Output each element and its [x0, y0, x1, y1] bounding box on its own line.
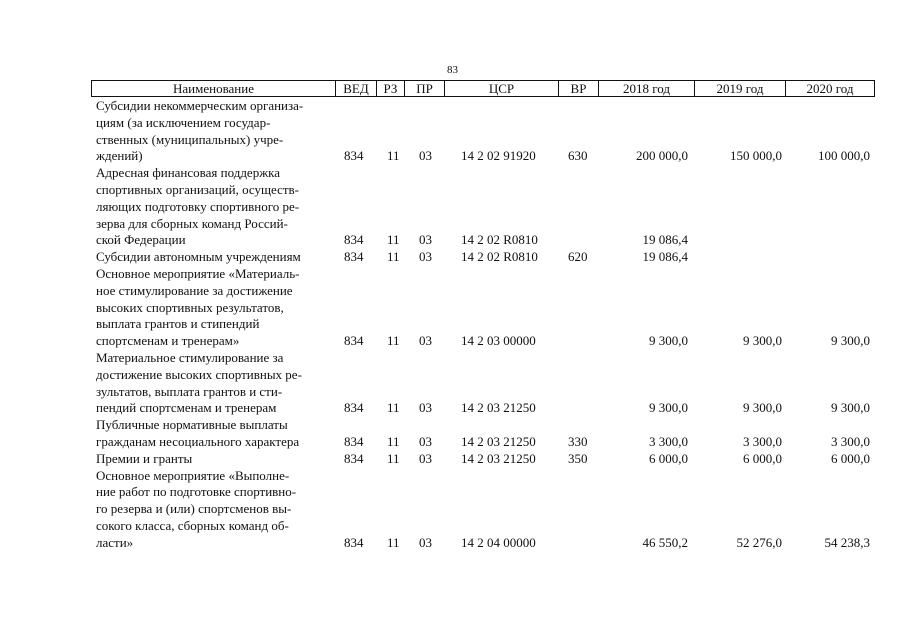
row-name-line: Премии и гранты	[96, 450, 193, 466]
row-name-line: ласти»	[96, 534, 134, 550]
header-name: Наименование	[173, 81, 254, 96]
row-name-line: ное стимулирование за достижение	[96, 282, 293, 298]
cell-y2020: 54 238,3	[824, 534, 870, 550]
cell-rz: 11	[387, 232, 400, 248]
cell-pr: 03	[419, 433, 432, 449]
cell-ved: 834	[344, 433, 364, 449]
cell-ved: 834	[344, 249, 364, 265]
cell-ved: 834	[344, 148, 364, 164]
table-header	[91, 80, 875, 97]
header-2020: 2020 год	[785, 81, 874, 96]
cell-rz: 11	[387, 333, 400, 349]
cell-pr: 03	[419, 232, 432, 248]
header-ved: ВЕД	[335, 81, 376, 96]
cell-y2018: 3 300,0	[649, 433, 688, 449]
cell-y2018: 46 550,2	[642, 534, 688, 550]
header-2018: 2018 год	[598, 81, 694, 96]
table-row	[0, 98, 905, 165]
cell-y2018: 19 086,4	[642, 249, 688, 265]
header-csr: ЦСР	[444, 81, 558, 96]
cell-pr: 03	[419, 534, 432, 550]
cell-pr: 03	[419, 450, 432, 466]
cell-y2019: 3 300,0	[743, 433, 782, 449]
cell-vr: 630	[568, 148, 588, 164]
row-name-line: Субсидии некоммерческим организа-	[96, 98, 304, 113]
cell-vr: 620	[568, 249, 588, 265]
cell-csr: 14 2 02 R0810	[461, 232, 538, 248]
row-name-line: высоких спортивных результатов,	[96, 299, 284, 315]
cell-ved: 834	[344, 450, 364, 466]
header-pr: ПР	[404, 81, 444, 96]
row-name-line: Адресная финансовая поддержка	[96, 165, 281, 181]
cell-rz: 11	[387, 400, 400, 416]
row-name-line: гражданам несоциального характера	[96, 433, 300, 449]
row-name-line: циям (за исключением государ-	[96, 114, 271, 130]
table-row	[0, 350, 905, 417]
cell-y2019: 52 276,0	[736, 534, 782, 550]
cell-vr: 350	[568, 450, 588, 466]
header-vr: ВР	[558, 81, 598, 96]
row-name-line: выплата грантов и стипендий	[96, 316, 260, 332]
row-name-line: Субсидии автономным учреждениям	[96, 249, 301, 265]
table-row	[0, 165, 905, 249]
row-name-line: го резерва и (или) спортсменов вы-	[96, 501, 292, 517]
header-2019: 2019 год	[694, 81, 785, 96]
cell-ved: 834	[344, 534, 364, 550]
table-row	[0, 468, 905, 552]
cell-y2019: 9 300,0	[743, 333, 782, 349]
cell-y2020: 9 300,0	[831, 333, 870, 349]
cell-pr: 03	[419, 148, 432, 164]
row-name-line: ственных (муниципальных) учре-	[96, 131, 284, 147]
cell-csr: 14 2 04 00000	[461, 534, 536, 550]
row-name-line: ской Федерации	[96, 232, 186, 248]
table-row	[0, 451, 905, 468]
row-name-line: Публичные нормативные выплаты	[96, 417, 288, 433]
row-name-line: ние работ по подготовке спортивно-	[96, 484, 297, 500]
cell-csr: 14 2 03 00000	[461, 333, 536, 349]
cell-y2019: 9 300,0	[743, 400, 782, 416]
cell-pr: 03	[419, 333, 432, 349]
cell-y2018: 9 300,0	[649, 400, 688, 416]
cell-ved: 834	[344, 333, 364, 349]
row-name-line: достижение высоких спортивных ре-	[96, 366, 302, 382]
cell-y2019: 150 000,0	[730, 148, 782, 164]
cell-vr: 330	[568, 433, 588, 449]
cell-y2018: 6 000,0	[649, 450, 688, 466]
cell-y2020: 6 000,0	[831, 450, 870, 466]
row-name-line: Основное мероприятие «Материаль-	[96, 266, 300, 281]
cell-ved: 834	[344, 400, 364, 416]
row-name-line: ляющих подготовку спортивного ре-	[96, 198, 300, 214]
table-row	[0, 266, 905, 350]
cell-y2018: 200 000,0	[636, 148, 688, 164]
row-name-line: Основное мероприятие «Выполне-	[96, 467, 290, 483]
cell-rz: 11	[387, 249, 400, 265]
cell-csr: 14 2 03 21250	[461, 400, 536, 416]
cell-csr: 14 2 02 R0810	[461, 249, 538, 265]
cell-y2018: 19 086,4	[642, 232, 688, 248]
cell-csr: 14 2 02 91920	[461, 148, 536, 164]
row-name-line: зультатов, выплата грантов и сти-	[96, 383, 283, 399]
cell-rz: 11	[387, 148, 400, 164]
cell-rz: 11	[387, 433, 400, 449]
row-name-line: пендий спортсменам и тренерам	[96, 400, 277, 416]
cell-y2020: 100 000,0	[818, 148, 870, 164]
cell-y2019: 6 000,0	[743, 450, 782, 466]
page-number: 83	[447, 64, 458, 76]
cell-rz: 11	[387, 534, 400, 550]
row-name-line: ждений)	[96, 148, 143, 164]
table-row	[0, 417, 905, 451]
cell-y2020: 9 300,0	[831, 400, 870, 416]
cell-csr: 14 2 03 21250	[461, 433, 536, 449]
row-name-line: спортивных организаций, осуществ-	[96, 181, 300, 197]
cell-y2020: 3 300,0	[831, 433, 870, 449]
row-name-line: сокого класса, сборных команд об-	[96, 517, 289, 533]
cell-pr: 03	[419, 249, 432, 265]
row-name-line: Материальное стимулирование за	[96, 350, 284, 365]
cell-ved: 834	[344, 232, 364, 248]
table-row	[0, 249, 905, 266]
cell-csr: 14 2 03 21250	[461, 450, 536, 466]
row-name-line: спортсменам и тренерам»	[96, 333, 240, 349]
row-name-line: зерва для сборных команд Россий-	[96, 215, 288, 231]
cell-pr: 03	[419, 400, 432, 416]
cell-rz: 11	[387, 450, 400, 466]
header-rz: РЗ	[376, 81, 404, 96]
cell-y2018: 9 300,0	[649, 333, 688, 349]
